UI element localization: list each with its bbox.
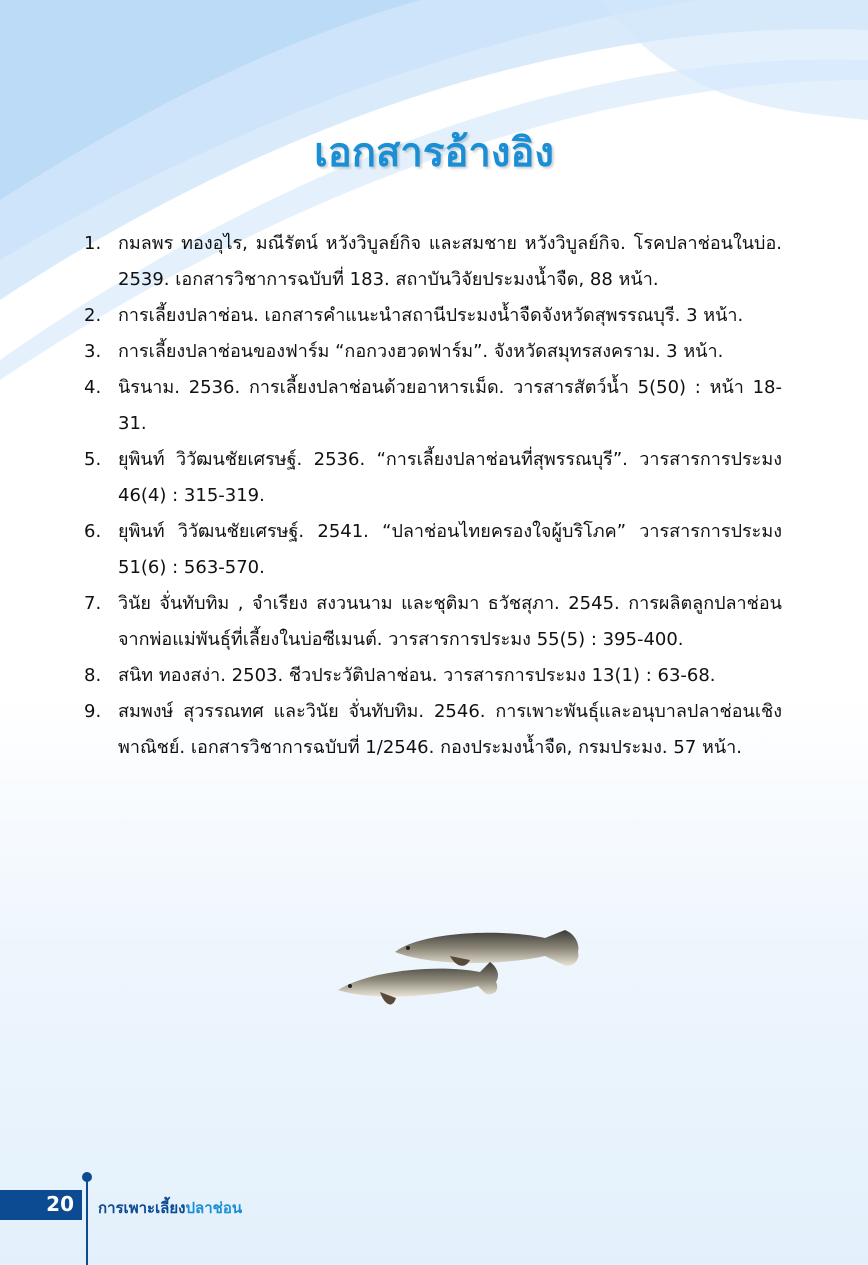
reference-number: 9. xyxy=(84,701,102,722)
reference-text: สมพงษ์ สุวรรณทศ และวินัย จั่นทับทิม. 2546. การเพาะพันธุ์และอนุบาลปลาช่อนเชิงพาณิชย์. เอกสารวิชาการฉบับที่ 1/2546. กองประมงน้ำจืด, กรมประมง. 57 หน้า. xyxy=(118,701,782,758)
reference-number: 7. xyxy=(84,593,102,614)
fish-upper-icon xyxy=(395,930,578,966)
reference-item xyxy=(84,586,782,658)
footer-rule xyxy=(86,1180,88,1265)
reference-text: กมลพร ทองอุไร, มณีรัตน์ หวังวิบูลย์กิจ และสมชาย หวังวิบูลย์กิจ. โรคปลาช่อนในบ่อ. 2539. เอกสารวิชาการฉบับที่ 183. สถาบันวิจัยประมงน้ำจืด, 88 หน้า. xyxy=(118,233,782,290)
reference-number: 2. xyxy=(84,305,102,326)
reference-number: 8. xyxy=(84,665,102,686)
reference-item xyxy=(84,514,782,586)
reference-text: นิรนาม. 2536. การเลี้ยงปลาช่อนด้วยอาหารเม็ด. วารสารสัตว์น้ำ 5(50) : หน้า 18-31. xyxy=(118,377,782,434)
book-title-main: การเพาะเลี้ยง xyxy=(98,1199,186,1217)
reference-number: 3. xyxy=(84,341,102,362)
reference-number: 6. xyxy=(84,521,102,542)
snakehead-fish-illustration xyxy=(330,920,590,1020)
reference-text: การเลี้ยงปลาช่อนของฟาร์ม “กอกวงฮวดฟาร์ม”. จังหวัดสมุทรสงคราม. 3 หน้า. xyxy=(118,341,724,362)
reference-text: ยุพินท์ วิวัฒนชัยเศรษฐ์. 2536. “การเลี้ยงปลาช่อนที่สุพรรณบุรี”. วารสารการประมง 46(4) : 315-319. xyxy=(118,449,782,506)
reference-number: 5. xyxy=(84,449,102,470)
footer-bar xyxy=(0,1190,82,1220)
book-title-accent: ปลาช่อน xyxy=(185,1199,243,1217)
reference-text: สนิท ทองสง่า. 2503. ชีวประวัติปลาช่อน. วารสารการประมง 13(1) : 63-68. xyxy=(118,665,716,686)
page-title: เอกสารอ้างอิง xyxy=(314,130,554,176)
reference-text: ยุพินท์ วิวัฒนชัยเศรษฐ์. 2541. “ปลาช่อนไทยครองใจผู้บริโภค” วารสารการประมง 51(6) : 563-570. xyxy=(118,521,782,578)
fish-lower-icon xyxy=(338,962,498,1005)
book-title xyxy=(98,1196,242,1220)
page-number: 20 xyxy=(46,1192,74,1216)
reference-text: วินัย จั่นทับทิม , จำเรียง สงวนนาม และชุติมา ธวัชสุภา. 2545. การผลิตลูกปลาช่อน จากพ่อแม่พันธุ์ที่เลี้ยงในบ่อซีเมนต์. วารสารการประมง 55(5) : 395-400. xyxy=(118,593,782,650)
reference-item xyxy=(84,226,782,298)
reference-item xyxy=(84,442,782,514)
reference-number: 1. xyxy=(84,233,102,254)
reference-item xyxy=(84,694,782,766)
reference-item xyxy=(84,298,782,334)
reference-list xyxy=(84,226,782,766)
reference-text: การเลี้ยงปลาช่อน. เอกสารคำแนะนำสถานีประมงน้ำจืดจังหวัดสุพรรณบุรี. 3 หน้า. xyxy=(118,305,744,326)
reference-item xyxy=(84,658,782,694)
reference-number: 4. xyxy=(84,377,102,398)
reference-item xyxy=(84,334,782,370)
reference-item xyxy=(84,370,782,442)
